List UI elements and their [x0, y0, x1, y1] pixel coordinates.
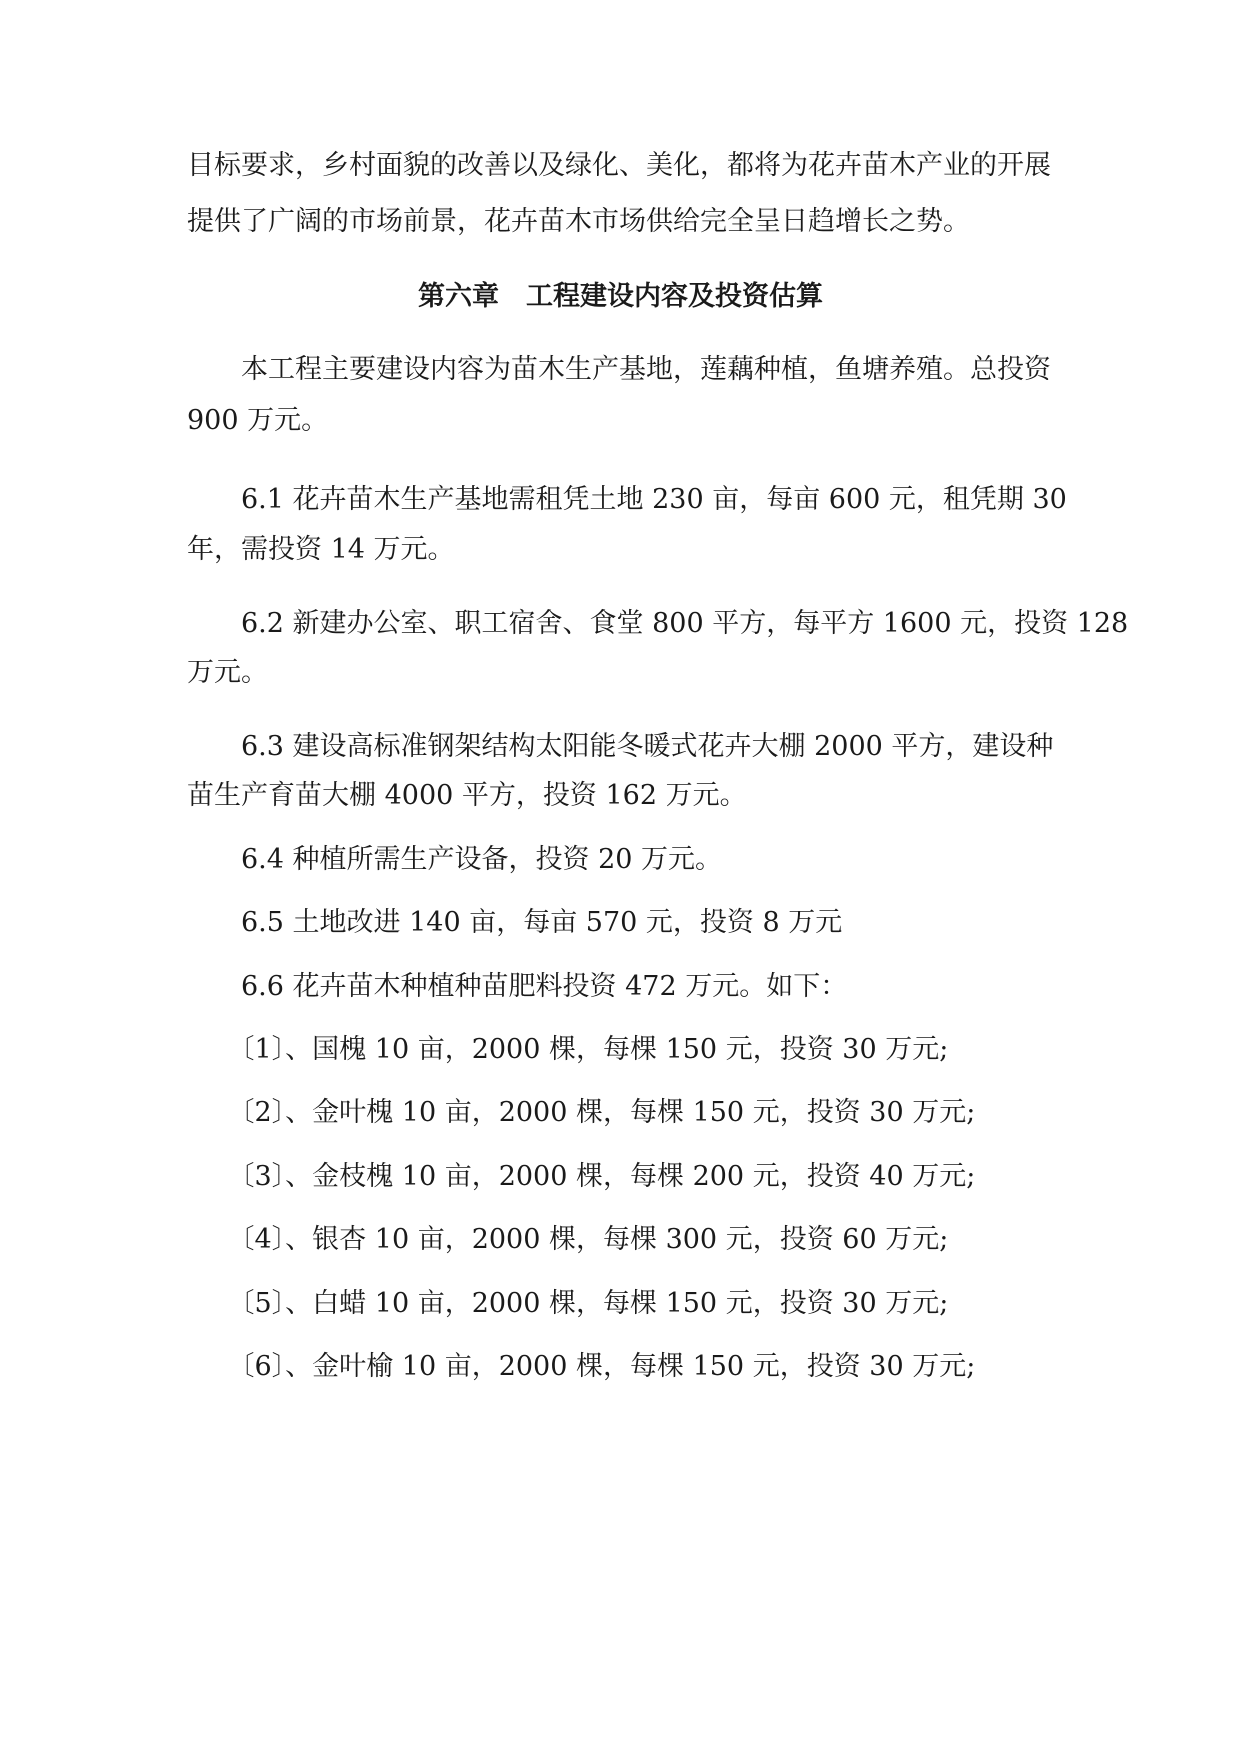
section-6-6: 6.6 花卉苗木种植种苗肥料投资 472 万元。如下：: [187, 971, 848, 1002]
chapter-title: 第六章 工程建设内容及投资估算: [418, 281, 823, 312]
intro-line-2: 提供了广阔的市场前景，花卉苗木市场供给完全呈日趋增长之势。: [187, 206, 970, 237]
list-item-6: 〔6〕、金叶榆 10 亩，2000 棵，每棵 150 元，投资 30 万元;: [187, 1351, 976, 1382]
summary-line-2: 900 万元。: [187, 405, 329, 436]
intro-line-1: 目标要求，乡村面貌的改善以及绿化、美化，都将为花卉苗木产业的开展: [187, 150, 1051, 181]
section-6-5: 6.5 土地改进 140 亩，每亩 570 元，投资 8 万元: [187, 907, 843, 938]
list-item-1: 〔1〕、国槐 10 亩，2000 棵，每棵 150 元，投资 30 万元;: [187, 1034, 949, 1065]
list-item-5: 〔5〕、白蜡 10 亩，2000 棵，每棵 150 元，投资 30 万元;: [187, 1288, 949, 1319]
section-6-2-line-2: 万元。: [187, 657, 268, 688]
section-6-2-line-1: 6.2 新建办公室、职工宿舍、食堂 800 平方，每平方 1600 元，投资 128: [187, 608, 1129, 639]
section-6-3-line-1: 6.3 建设高标准钢架结构太阳能冬暖式花卉大棚 2000 平方，建设种: [187, 731, 1054, 762]
summary-line-1: 本工程主要建设内容为苗木生产基地，莲藕种植，鱼塘养殖。总投资: [187, 354, 1051, 385]
list-item-4: 〔4〕、银杏 10 亩，2000 棵，每棵 300 元，投资 60 万元;: [187, 1224, 949, 1255]
list-item-2: 〔2〕、金叶槐 10 亩，2000 棵，每棵 150 元，投资 30 万元;: [187, 1097, 976, 1128]
section-6-1-line-1: 6.1 花卉苗木生产基地需租凭土地 230 亩，每亩 600 元，租凭期 30: [187, 484, 1067, 515]
list-item-3: 〔3〕、金枝槐 10 亩，2000 棵，每棵 200 元，投资 40 万元;: [187, 1161, 976, 1192]
section-6-4: 6.4 种植所需生产设备，投资 20 万元。: [187, 844, 723, 875]
section-6-3-line-2: 苗生产育苗大棚 4000 平方，投资 162 万元。: [187, 780, 747, 811]
section-6-1-line-2: 年，需投资 14 万元。: [187, 534, 455, 565]
